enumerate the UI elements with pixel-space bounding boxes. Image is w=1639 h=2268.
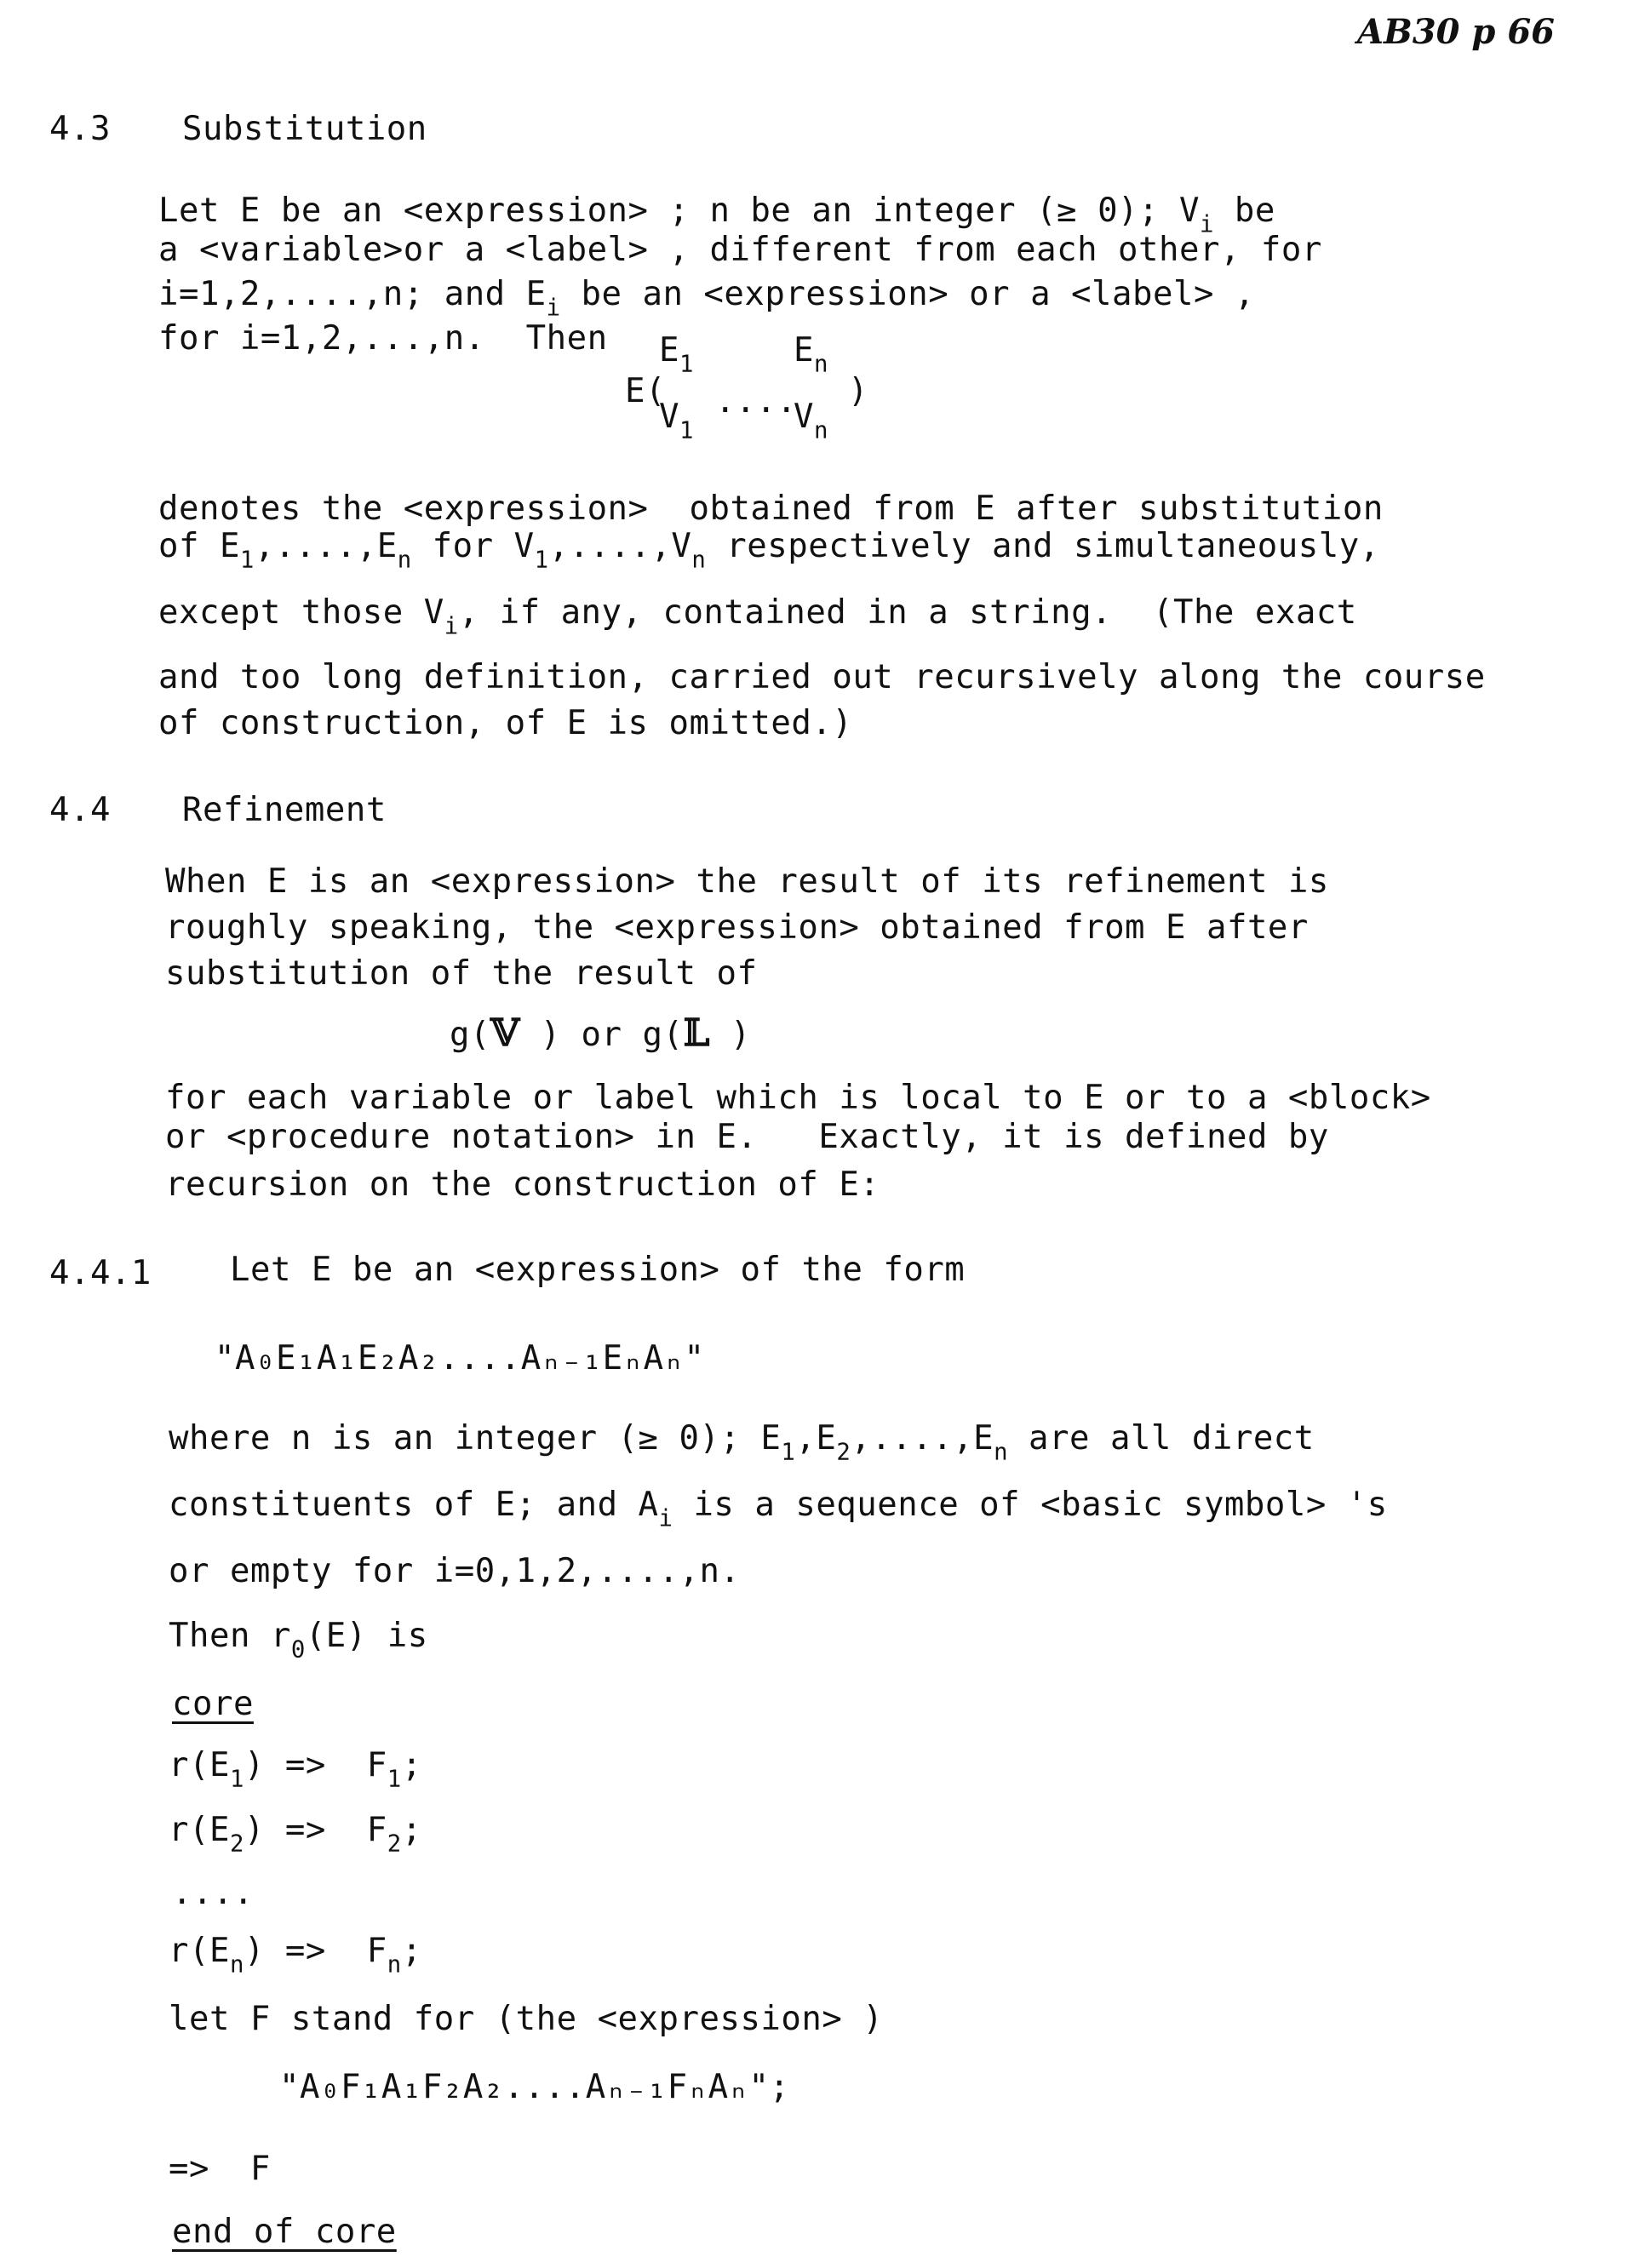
section-4-4-1-line-3: constituents of E; and $A_i$ is a sequence of <basic symbol> 's <box>169 1486 1388 1532</box>
section-number-4-3: 4.3 <box>49 110 111 148</box>
refinement-p2-line-3: recursion on the construction of E: <box>165 1166 880 1204</box>
refinement-line-3: substitution of the result of <box>165 954 758 993</box>
core-keyword: core <box>172 1685 254 1723</box>
substitution-line-4: for i=1,2,...,n. Then <box>158 319 608 358</box>
substitution-line-1: Let E be an <expression> ; n be an integer (≥ 0); $V_i$ be <box>158 192 1275 238</box>
section-4-4-1-line-2: where n is an integer (≥ 0); $E_1,E_2,....,E_n$ are all direct <box>169 1419 1315 1466</box>
form-expression-1: "A₀E₁A₁E₂A₂....Aₙ₋₁EₙAₙ" <box>215 1339 705 1377</box>
result-arrow-line: => F <box>169 2150 271 2188</box>
rule-line-2: $r(E_2) => F_2$; <box>169 1811 422 1858</box>
substitution-p2-line-5: of construction, of E is omitted.) <box>158 704 853 742</box>
substitution-line-2: a <variable>or a <label> , different from each other, for <box>158 231 1322 269</box>
rule-line-n: $r(E_n) => F_n$; <box>169 1932 422 1979</box>
section-number-4-4: 4.4 <box>49 791 111 829</box>
formula-bottom-vn: $V_n$ <box>794 398 828 444</box>
section-number-4-4-1: 4.4.1 <box>49 1254 152 1292</box>
section-4-4-1-line-4: or empty for i=0,1,2,....,n. <box>169 1552 741 1590</box>
formula-close: ) <box>848 372 868 410</box>
refinement-formula: g(𝕍 ) or g(𝕃 ) <box>450 1011 751 1055</box>
formula-e-open: E( <box>625 372 666 410</box>
formula-dots: .... <box>715 382 797 421</box>
section-4-4-1-intro: Let E be an <expression> of the form <box>230 1251 966 1289</box>
rule-line-1: $r(E_1) => F_1$; <box>169 1746 422 1793</box>
substitution-p2-line-3: except those $V_i$, if any, contained in a string. (The exact <box>158 593 1357 640</box>
script-v-symbol: 𝕍 <box>490 1011 520 1055</box>
section-title-refinement: Refinement <box>182 791 387 829</box>
refinement-line-1: When E is an <expression> the result of its refinement is <box>165 862 1329 901</box>
section-title-substitution: Substitution <box>182 110 427 148</box>
substitution-p2-line-1: denotes the <expression> obtained from E after substitution <box>158 490 1384 528</box>
formula-bottom-v1: $V_1$ <box>659 398 694 444</box>
form-expression-2: "A₀F₁A₁F₂A₂....Aₙ₋₁FₙAₙ"; <box>279 2068 790 2106</box>
script-l-symbol: 𝕃 <box>683 1011 710 1055</box>
formula-top-e1: $E_1$ <box>659 331 694 378</box>
end-of-core-keyword: end of core <box>172 2213 397 2251</box>
let-f-line: let F stand for (the <expression> ) <box>169 2000 884 2038</box>
substitution-line-3: i=1,2,....,n; and $E_i$ be an <expression> or a <label> , <box>158 275 1255 322</box>
section-4-4-1-line-5: Then $r_0(E)$ is <box>169 1617 428 1664</box>
page-reference: AB30 p 66 <box>1357 12 1555 52</box>
substitution-p2-line-2: of $E_1,....,E_n$ for $V_1,....,V_n$ respectively and simultaneously, <box>158 527 1380 574</box>
formula-top-en: $E_n$ <box>794 331 828 378</box>
refinement-p2-line-2: or <procedure notation> in E. Exactly, it is defined by <box>165 1118 1329 1156</box>
refinement-line-2: roughly speaking, the <expression> obtained from E after <box>165 908 1309 947</box>
refinement-p2-line-1: for each variable or label which is local to E or to a <block> <box>165 1079 1431 1117</box>
rule-ellipsis: .... <box>172 1874 254 1912</box>
substitution-p2-line-4: and too long definition, carried out recursively along the course <box>158 658 1486 696</box>
